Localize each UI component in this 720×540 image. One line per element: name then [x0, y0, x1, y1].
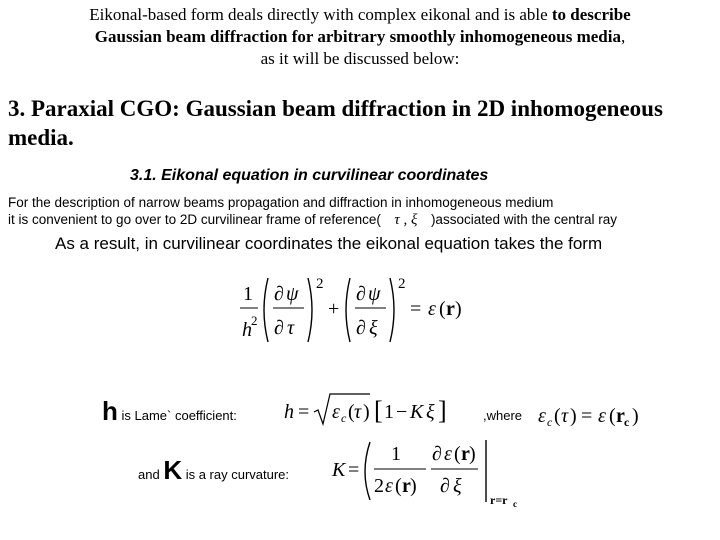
svg-text:ψ: ψ [286, 283, 299, 305]
curvature-line: and K is a ray curvature: [138, 455, 290, 485]
intro-emphasis-1: to describe [551, 5, 631, 24]
svg-text:ε: ε [385, 475, 393, 497]
svg-text:2: 2 [251, 313, 258, 328]
svg-text:ψ: ψ [368, 283, 381, 305]
svg-text:ε: ε [598, 405, 606, 427]
intro-line-3: as it will be discussed below: [260, 49, 460, 68]
svg-text:): ) [363, 401, 370, 423]
svg-text:(: ( [609, 405, 616, 427]
svg-text:c: c [513, 499, 517, 508]
svg-text:c: c [341, 411, 347, 425]
svg-text:∂: ∂ [274, 283, 284, 305]
svg-text:r: r [461, 443, 470, 465]
svg-text:ε: ε [332, 401, 340, 423]
intro-line-1: Eikonal-based form deals directly with complex eikonal and is able to describe [89, 5, 631, 24]
section-title [8, 94, 663, 152]
svg-text:(: ( [395, 475, 402, 497]
svg-text:r=r: r=r [490, 493, 508, 507]
svg-text:h: h [242, 319, 252, 341]
intro-line-2: Gaussian beam diffraction for arbitrary smoothly inhomogeneous media, [94, 27, 626, 46]
svg-text:(: ( [454, 443, 461, 465]
svg-text:τ: τ [287, 317, 295, 339]
svg-text:ξ: ξ [369, 317, 378, 339]
lame-letter: h [102, 396, 118, 426]
svg-text:ε: ε [444, 443, 452, 465]
svg-text:ε: ε [428, 298, 436, 320]
svg-text:c: c [624, 415, 630, 429]
svg-text:2: 2 [398, 276, 406, 292]
curvature-letter: K [163, 455, 183, 485]
svg-text:=: = [348, 459, 360, 481]
svg-text:(: ( [554, 405, 561, 427]
curvature-formula [330, 436, 530, 508]
svg-text:+: + [328, 298, 340, 320]
svg-text:1: 1 [391, 443, 401, 465]
section-title-line-1: 3. Paraxial CGO: Gaussian beam diffraction in 2D inhomogeneous [8, 96, 663, 121]
svg-text:): ) [410, 475, 417, 497]
intro-paragraph [0, 4, 720, 70]
svg-text:2: 2 [316, 276, 324, 292]
svg-text:∂: ∂ [356, 283, 366, 305]
svg-text:K: K [410, 401, 424, 423]
svg-text:): ) [469, 443, 476, 465]
svg-text:(: ( [348, 401, 355, 423]
svg-text:K: K [332, 459, 346, 481]
lame-line: h is Lame` coefficient: [102, 396, 237, 426]
eikonal-equation [238, 270, 488, 348]
svg-text:]: ] [438, 396, 447, 425]
subsection-title: 3.1. Eikonal equation in curvilinear coordinates [130, 167, 489, 184]
svg-text:ξ: ξ [453, 475, 462, 497]
body-line-2: it is convenient to go over to 2D curvilinear frame of reference( τ , ξ )associated with the central ray [8, 212, 618, 228]
lame-formula [282, 390, 462, 430]
svg-text:r: r [616, 405, 625, 427]
svg-text:[: [ [374, 396, 383, 425]
epsilon-c-formula [536, 394, 666, 434]
svg-text:r: r [446, 298, 455, 320]
svg-text:ε: ε [538, 405, 546, 427]
svg-text:1: 1 [384, 401, 394, 423]
svg-text:): ) [455, 298, 462, 320]
result-sentence: As a result, in curvilinear coordinates the eikonal equation takes the form [55, 234, 603, 253]
svg-text:∂: ∂ [440, 475, 450, 497]
svg-text:): ) [570, 405, 577, 427]
svg-text:∂: ∂ [274, 317, 284, 339]
svg-text:h: h [284, 401, 294, 423]
intro-emphasis-2: Gaussian beam diffraction for arbitrary smoothly inhomogeneous media [94, 27, 621, 46]
section-title-line-2: media. [8, 125, 74, 150]
svg-text:(: ( [439, 298, 446, 320]
svg-text:τ: τ [561, 405, 569, 427]
svg-text:c: c [547, 415, 553, 429]
tau-xi-symbols: τ , ξ [394, 212, 418, 228]
svg-text:−: − [396, 401, 408, 423]
svg-text:2: 2 [374, 475, 384, 497]
body-line-1: For the description of narrow beams propagation and diffraction in inhomogeneous medium [8, 195, 554, 210]
svg-text:1: 1 [243, 283, 253, 305]
svg-text:=: = [298, 401, 310, 423]
svg-text:): ) [632, 405, 639, 427]
where-label: ,where [483, 408, 523, 423]
svg-text:=: = [410, 298, 422, 320]
svg-text:∂: ∂ [432, 443, 442, 465]
svg-text:∂: ∂ [356, 317, 366, 339]
svg-text:τ: τ [354, 401, 362, 423]
svg-text:=: = [581, 405, 593, 427]
svg-text:r: r [402, 475, 411, 497]
svg-text:ξ: ξ [426, 401, 435, 423]
